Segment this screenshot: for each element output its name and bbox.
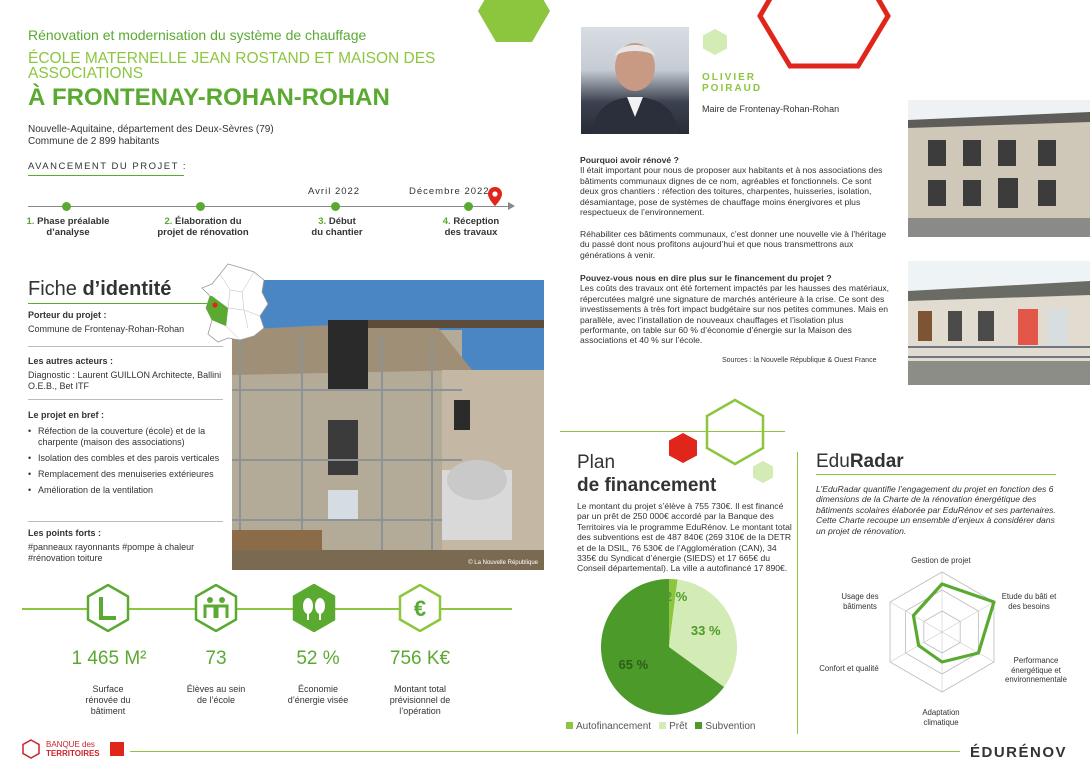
- sources-note: Sources : la Nouvelle République & Ouest France: [722, 357, 877, 364]
- page-subtitle: Rénovation et modernisation du système de chauffage: [28, 27, 367, 43]
- red-outline-hexagon-decoration: [756, 0, 892, 72]
- radar-label-5: Usage des bâtiments: [841, 592, 879, 611]
- identity-underline: [28, 303, 223, 304]
- school-facade-photo: [908, 100, 1090, 237]
- eduradar-title-light: Edu: [816, 451, 850, 472]
- financing-line: [560, 431, 785, 432]
- porteur-value: Commune de Frontenay-Rohan-Rohan: [28, 324, 185, 334]
- timeline-dot-2: [196, 202, 205, 211]
- radar-label-2: Performance énergétique et environnementale: [1005, 656, 1067, 684]
- financing-title: [577, 451, 716, 497]
- radar-axis-2: [942, 632, 994, 662]
- timeline-dot-1: [62, 202, 71, 211]
- stat-label-students: Élèves au sein de l’école: [186, 684, 246, 705]
- mayor-role: Maire de Frontenay-Rohan-Rohan: [702, 104, 840, 114]
- pie-label-subvention: 65 %: [618, 657, 649, 673]
- acteurs-heading: Les autres acteurs :: [28, 356, 114, 366]
- students-icon: [194, 584, 238, 632]
- pie-label-autofinancement: 2 %: [664, 589, 688, 605]
- acteurs-block: [28, 356, 228, 392]
- step-label: Début: [328, 216, 356, 227]
- timeline-step-3: [292, 216, 382, 238]
- trees-icon: [292, 584, 336, 632]
- forts-heading: Les points forts :: [28, 528, 102, 538]
- legend-item-autofinancement: Autofinancement: [566, 721, 651, 732]
- vertical-separator: [797, 452, 798, 734]
- mayor-portrait: [581, 27, 689, 134]
- answer-1b: Réhabiliter ces bâtiments communaux, c’est donner une nouvelle vie à l’héritage du passé dont nous profitons aujourd’hui et que nous transmettrons aux générations à venir.: [580, 229, 887, 260]
- step-label: Réception: [453, 216, 500, 227]
- france-map-icon: [198, 262, 270, 344]
- identity-title-bold: d’identité: [82, 278, 172, 300]
- mayor-name: [702, 72, 762, 94]
- stat-label-amount: Montant total prévisionnel de l’opération: [389, 684, 451, 716]
- footer-line: [130, 751, 960, 752]
- legend-item-subvention: Subvention: [695, 721, 755, 732]
- step-number: 1.: [26, 216, 35, 227]
- step-label-2: du chantier: [311, 227, 363, 238]
- school-renovation-photo: [232, 280, 544, 570]
- floor-plan-icon: [86, 584, 130, 632]
- red-hexagon-decoration: [380, 0, 430, 12]
- radar-label-0: Gestion de projet: [911, 556, 971, 565]
- green-hexagon-decoration: [478, 0, 550, 42]
- list-item: • Isolation des combles et des parois verticales: [28, 453, 220, 463]
- step-number: 4.: [442, 216, 451, 227]
- timeline-step-1: [20, 216, 116, 238]
- acteurs-value: Diagnostic : Laurent GUILLON Architecte, Ballini O.E.B., Bet ITF: [28, 370, 222, 391]
- legend-item-pret: Prêt: [659, 721, 687, 732]
- eduradar-line: [816, 474, 1056, 475]
- portrait-illustration: [581, 27, 689, 134]
- eduradar-text: L’EduRadar quantifie l’engagement du projet en fonction des 6 dimensions de la Charte de la rénovation énergétique des bâtiments scolaires élaborée par EduRénov et ses partenaires. Cette Charte recoupe un ensemble d’enjeux à considérer dans un projet de rénovation.: [816, 484, 1056, 536]
- small-green-hexagon: [702, 28, 728, 56]
- city-title: À FRONTENAY-ROHAN-ROHAN: [28, 84, 390, 111]
- location-pin-icon: [488, 187, 502, 206]
- bref-heading: Le projet en bref :: [28, 410, 105, 420]
- eduradar-title: [816, 451, 904, 473]
- financing-title-2: de financement: [577, 475, 717, 496]
- bref-list: [28, 426, 228, 501]
- timeline-dot-4: [464, 202, 473, 211]
- school-name: ÉCOLE MATERNELLE JEAN ROSTAND ET MAISON DES ASSOCIATIONS: [28, 50, 436, 82]
- forts-block: [28, 528, 228, 564]
- list-item: • Remplacement des menuiseries extérieures: [28, 469, 214, 479]
- progress-label: AVANCEMENT DU PROJET :: [28, 161, 187, 172]
- banque-des-territoires-logo: [22, 739, 124, 759]
- stat-value-energy: 52 %: [296, 648, 340, 669]
- stat-label-energy: Économie d’énergie visée: [287, 684, 349, 705]
- step-label: Phase préalable: [37, 216, 110, 227]
- answer-2: Les coûts des travaux ont été fortement impactés par les hausses des matériaux, répercutées malgré une signature de marchés antérieure à la crise. Ce sont des investissements à très fort impact budgétaire sur nos petites communes. Mais en parallèle, avec l’installation de nouveaux chauffages et l’isolation plus performante, on table sur 60 % d’économie d’énergie sur la Maison des associations et 40 % sur l’école.: [580, 283, 890, 346]
- mayor-first-name: OLIVIER: [702, 72, 757, 83]
- timeline-line: [28, 206, 512, 207]
- photo-illustration: [232, 280, 544, 570]
- legend-swatch: [566, 722, 573, 729]
- population-text: Commune de 2 899 habitants: [28, 136, 160, 147]
- stat-label-surface: Surface rénovée du bâtiment: [85, 684, 131, 716]
- timeline-dot-3: [331, 202, 340, 211]
- porteur-heading: Porteur du projet :: [28, 310, 107, 320]
- house-illustration: [908, 261, 1090, 385]
- forts-value: #panneaux rayonnants #pompe à chaleur #rénovation toiture: [28, 542, 195, 563]
- portrait-credit: © Département des Deux-Sèvres: [611, 126, 685, 132]
- pie-label-prêt: 33 %: [690, 623, 721, 639]
- interview-q1: [580, 155, 892, 217]
- question-1: Pourquoi avoir rénové ?: [580, 155, 679, 165]
- associations-house-photo: [908, 261, 1090, 385]
- euro-icon: [398, 584, 442, 632]
- divider: [28, 346, 223, 347]
- radar-series: [913, 584, 994, 662]
- legend-swatch: [695, 722, 702, 729]
- small-light-green-hexagon: [752, 460, 774, 484]
- bdt-line-2: TERRITOIRES: [46, 749, 100, 758]
- financing-title-1: Plan: [577, 452, 616, 473]
- step-label-2: projet de rénovation: [157, 227, 249, 238]
- legend-swatch: [659, 722, 666, 729]
- step-label: Élaboration du: [175, 216, 242, 227]
- stat-value-surface: 1 465 M²: [71, 648, 147, 669]
- bdt-line-1: BANQUE des: [46, 740, 95, 749]
- bdt-square-icon: [110, 742, 124, 756]
- stat-value-students: 73: [205, 648, 227, 669]
- svg-text:€: €: [413, 596, 427, 621]
- step-label-2: des travaux: [444, 227, 498, 238]
- bref-heading-block: [28, 410, 228, 424]
- list-item: • Amélioration de la ventilation: [28, 485, 154, 495]
- divider: [28, 521, 223, 522]
- region-info: [28, 124, 274, 148]
- answer-1: Il était important pour nous de proposer aux habitants et à nos associations des bâtiments communaux dignes de ce nom, agréables et fonctionnels. Ce sont deux gros chantiers : réfection des toitures, charpentes, huisseries, isolation, désamiantage, pose de systèmes de chauffage moins énergivores et plus respectueux de l’environnement.: [580, 165, 883, 218]
- region-text: Nouvelle-Aquitaine, département des Deux-Sèvres (79): [28, 124, 274, 135]
- interview-q2: [580, 273, 892, 346]
- eduradar-title-bold: Radar: [849, 451, 904, 472]
- step-number: 3.: [318, 216, 327, 227]
- financing-pie-chart: [600, 578, 738, 716]
- pie-legend: [566, 721, 755, 732]
- question-2: Pouvez-vous nous en dire plus sur le financement du projet ?: [580, 273, 832, 283]
- photo-credit: © La Nouvelle République: [468, 560, 538, 566]
- timeline-step-4: [426, 216, 516, 238]
- identity-title-light: Fiche: [28, 278, 83, 300]
- step-number: 2.: [164, 216, 173, 227]
- facade-illustration: [908, 100, 1090, 237]
- eduradar-chart: [808, 548, 1090, 732]
- timeline-arrow-icon: [508, 202, 515, 210]
- divider: [28, 399, 223, 400]
- timeline-date-3: Avril 2022: [308, 186, 361, 197]
- interview-a1b: [580, 229, 892, 260]
- progress-underline: [28, 175, 184, 176]
- radar-label-4: Confort et qualité: [819, 664, 879, 673]
- timeline-step-2: [148, 216, 258, 238]
- bdt-hexagon-icon: [22, 739, 40, 759]
- radar-label-3: Adaptation climatique: [922, 708, 960, 727]
- step-label-2: d’analyse: [46, 227, 90, 238]
- radar-label-1: Etude du bâti et des besoins: [1001, 592, 1057, 611]
- financing-text: Le montant du projet s’élève à 755 730€. Il est financé par un prêt de 250 000€ accordé par la Banque des Territoires via le programme EduRénov. Le montant total des subventions est de 487 840€ (269 310€ de la DETR et de la DSIL, 76 530€ de l’Agglomération (CAN), 34 335€ du Syndicat d’énergie (SIEDS) et 17 665€ du Conseil départemental). La ville a autofinancé 17 890€.: [577, 501, 792, 574]
- list-item: • Réfection de la couverture (école) et de la charpente (maison des associations): [28, 426, 206, 447]
- timeline-date-4: Décembre 2022: [409, 186, 490, 197]
- mayor-last-name: POIRAUD: [702, 83, 763, 94]
- edurenov-logo: ÉDURÉNOV: [970, 744, 1068, 761]
- identity-title: [28, 278, 171, 301]
- stat-value-amount: 756 K€: [389, 648, 451, 669]
